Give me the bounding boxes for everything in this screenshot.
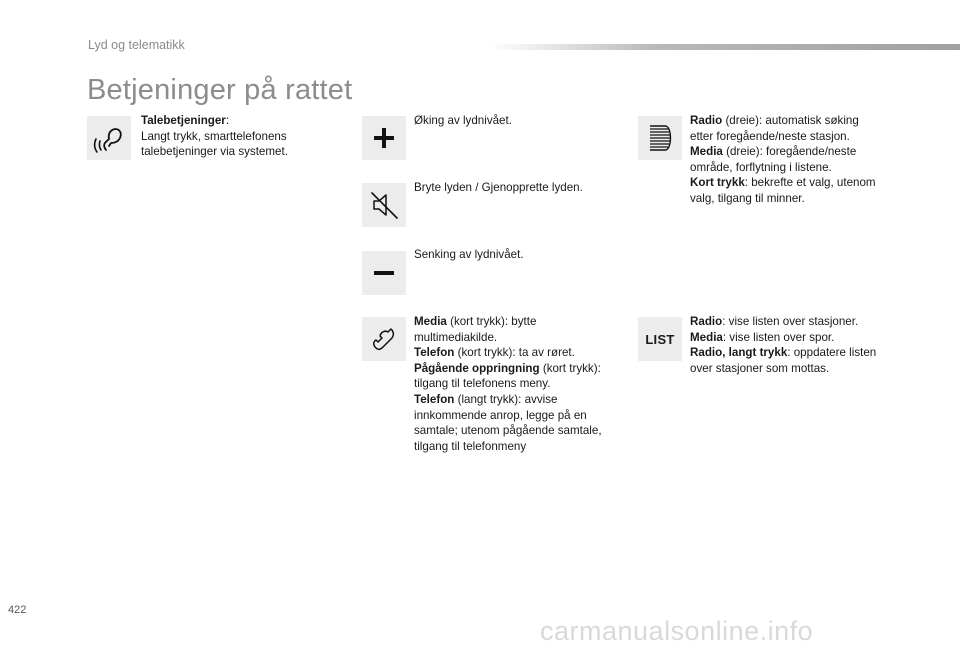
list-button-icon: LIST xyxy=(645,331,675,347)
volume-up-button xyxy=(362,116,406,160)
description-line xyxy=(414,439,602,455)
watermark: carmanualsonline.info xyxy=(540,616,814,646)
description-line xyxy=(690,175,876,191)
volume-down-description xyxy=(414,247,524,263)
description-line xyxy=(690,113,876,129)
description-line xyxy=(414,113,512,129)
description-line xyxy=(414,180,583,196)
phone-icon xyxy=(369,324,399,354)
description-text: (kort trykk): xyxy=(539,361,601,375)
description-text: område, forflytning i listene. xyxy=(690,160,832,174)
description-line xyxy=(690,144,876,160)
description-line xyxy=(141,113,288,129)
section-header: Lyd og telematikk xyxy=(88,38,185,52)
page-title: Betjeninger på rattet xyxy=(87,74,353,106)
description-text: etter foregående/neste stasjon. xyxy=(690,129,850,143)
voice-command-button xyxy=(87,116,131,160)
description-line xyxy=(690,129,876,145)
description-term: Media xyxy=(690,145,723,159)
description-text: (kort trykk): bytte xyxy=(446,315,537,328)
page-number: 422 xyxy=(8,604,27,616)
description-line xyxy=(690,160,876,176)
description-line xyxy=(141,129,288,145)
list-button xyxy=(638,317,682,361)
description-line xyxy=(414,247,524,263)
description-term: Media xyxy=(690,330,723,344)
description-text: talebetjeninger via systemet. xyxy=(141,145,288,159)
voice-command-description xyxy=(141,113,288,160)
volume-down-button xyxy=(362,251,406,295)
description-line xyxy=(690,314,876,330)
description-text: : xyxy=(225,114,230,127)
description-text: over stasjoner som mottas. xyxy=(690,361,830,375)
description-line xyxy=(690,191,876,207)
description-text: : oppdatere listen xyxy=(787,346,877,360)
description-text: tilgang til telefonmeny xyxy=(414,439,527,453)
description-term: Telefon xyxy=(414,392,455,406)
header-rule xyxy=(490,44,960,50)
description-line xyxy=(414,345,602,361)
description-term: Radio, langt trykk xyxy=(690,346,788,360)
description-text: : vise listen over spor. xyxy=(722,330,835,344)
description-term: Radio xyxy=(690,315,723,328)
description-line xyxy=(414,423,602,439)
description-line xyxy=(690,345,876,361)
description-text: Langt trykk, smarttelefonens xyxy=(141,129,287,143)
mute-button xyxy=(362,183,406,227)
description-text: Øking av lydnivået. xyxy=(414,114,512,127)
description-line xyxy=(414,314,602,330)
description-text: : bekrefte et valg, utenom xyxy=(744,176,876,190)
description-text: tilgang til telefonens meny. xyxy=(414,377,551,391)
description-line xyxy=(690,330,876,346)
phone-description xyxy=(414,314,602,454)
description-text: (langt trykk): avvise xyxy=(454,392,558,406)
thumbwheel-button xyxy=(638,116,682,160)
description-line xyxy=(414,330,602,346)
mute-icon xyxy=(367,188,401,222)
description-text: samtale; utenom pågående samtale, xyxy=(414,424,602,438)
description-term: Telefon xyxy=(414,346,455,360)
description-text: valg, tilgang til minner. xyxy=(690,191,805,205)
description-text: Bryte lyden / Gjenopprette lyden. xyxy=(414,181,583,194)
description-line xyxy=(414,392,602,408)
description-term: Radio xyxy=(690,114,723,127)
mute-description xyxy=(414,180,583,196)
phone-button xyxy=(362,317,406,361)
description-term: Pågående oppringning xyxy=(414,361,540,375)
thumbwheel-description xyxy=(690,113,876,207)
description-text: (dreie): foregående/neste xyxy=(722,145,857,159)
description-term: Media xyxy=(414,315,447,328)
plus-icon xyxy=(371,125,397,151)
description-line xyxy=(414,376,602,392)
description-term: Talebetjeninger xyxy=(141,114,226,127)
list-description xyxy=(690,314,876,376)
thumbwheel-icon xyxy=(644,122,676,154)
description-line xyxy=(141,144,288,160)
description-line xyxy=(414,408,602,424)
description-term: Kort trykk xyxy=(690,176,745,190)
description-text: (kort trykk): ta av røret. xyxy=(454,346,575,360)
description-text: Senking av lydnivået. xyxy=(414,248,524,261)
description-text: innkommende anrop, legge på en xyxy=(414,408,587,422)
description-text: (dreie): automatisk søking xyxy=(722,114,859,127)
minus-icon xyxy=(371,260,397,286)
volume-up-description xyxy=(414,113,512,129)
description-line xyxy=(690,361,876,377)
description-text: : vise listen over stasjoner. xyxy=(722,315,859,328)
description-line xyxy=(414,361,602,377)
voice-command-icon xyxy=(91,120,127,156)
description-text: multimediakilde. xyxy=(414,330,498,344)
